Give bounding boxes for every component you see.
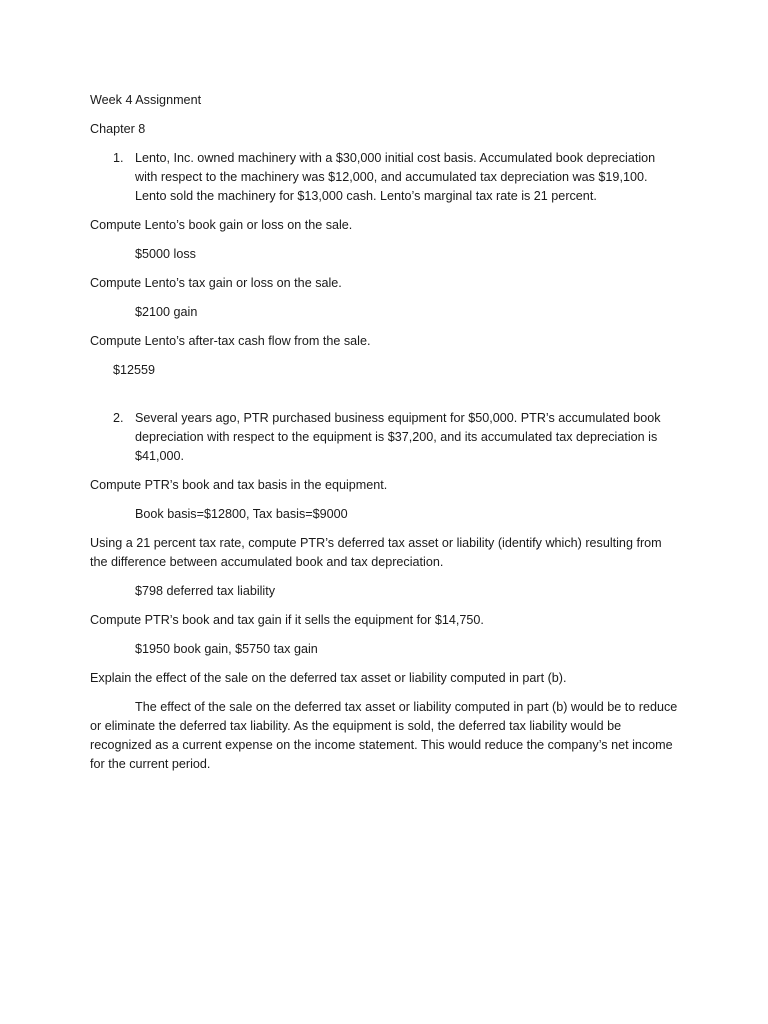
blank-line <box>90 390 680 409</box>
question-1 <box>90 149 680 206</box>
q1-part-a-prompt: Compute Lento’s book gain or loss on the sale. <box>90 218 353 232</box>
q2-part-c-prompt: Compute PTR’s book and tax gain if it sells the equipment for $14,750. <box>90 613 484 627</box>
q1-part-b-prompt: Compute Lento’s tax gain or loss on the sale. <box>90 276 342 290</box>
q2-part-a-prompt: Compute PTR’s book and tax basis in the equipment. <box>90 478 388 492</box>
q2-part-d-answer: The effect of the sale on the deferred tax asset or liability computed in part (b) would be to reduce or eliminate the deferred tax liability. As the equipment is sold, the deferred tax liability would be recognized as a current expense on the income statement. This would reduce the company’s net income for the current period. <box>90 700 678 771</box>
q2-part-d-prompt: Explain the effect of the sale on the deferred tax asset or liability computed in part (b). <box>90 671 567 685</box>
document-page <box>90 91 680 784</box>
q1-part-c-answer: $12559 <box>113 363 156 377</box>
question-2-text: Several years ago, PTR purchased business equipment for $50,000. PTR’s accumulated book depreciation with respect to the equipment is $37,200, and its accumulated tax depreciation is $41,000. <box>135 411 661 463</box>
q1-part-b-answer: $2100 gain <box>135 305 198 319</box>
q1-part-c-prompt: Compute Lento’s after-tax cash flow from the sale. <box>90 334 371 348</box>
question-2 <box>90 409 680 466</box>
chapter-heading: Chapter 8 <box>90 122 146 136</box>
document-title: Week 4 Assignment <box>90 93 202 107</box>
q2-part-a-answer: Book basis=$12800, Tax basis=$9000 <box>135 507 348 521</box>
question-1-number: 1. <box>113 151 124 165</box>
question-2-number: 2. <box>113 411 124 425</box>
q2-part-b-prompt: Using a 21 percent tax rate, compute PTR’s deferred tax asset or liability (identify which) resulting from the difference between accumulated book and tax depreciation. <box>90 536 662 569</box>
q2-part-b-answer: $798 deferred tax liability <box>135 584 276 598</box>
q1-part-a-answer: $5000 loss <box>135 247 196 261</box>
question-1-text: Lento, Inc. owned machinery with a $30,000 initial cost basis. Accumulated book depreciation with respect to the machinery was $12,000, and accumulated tax depreciation was $19,100. Lento sold the machinery for $13,000 cash. Lento’s marginal tax rate is 21 percent. <box>135 151 656 203</box>
q2-part-c-answer: $1950 book gain, $5750 tax gain <box>135 642 318 656</box>
